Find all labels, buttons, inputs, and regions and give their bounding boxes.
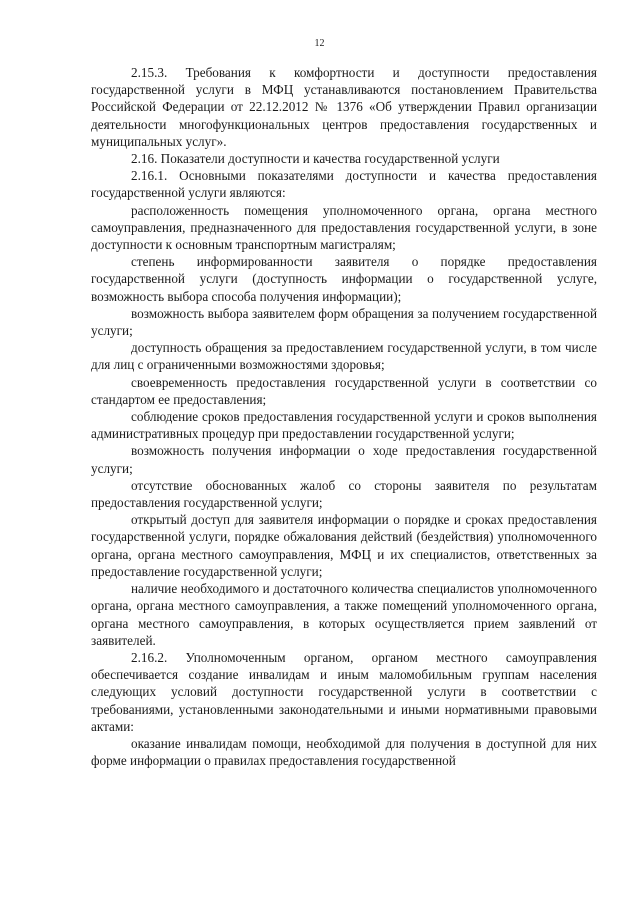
- list-item: соблюдение сроков предоставления государственной услуги и сроков выполнения административных процедур при предоставлении государственной услуги;: [91, 409, 597, 442]
- page-number: 12: [314, 38, 325, 49]
- document-body: [91, 64, 597, 769]
- list-item: оказание инвалидам помощи, необходимой для получения в доступной для них форме информации о правилах предоставления государственной: [91, 735, 597, 769]
- paragraph-2-16-1: 2.16.1. Основными показателями доступности и качества предоставления государственной услуги являются:: [91, 168, 597, 201]
- list-item: степень информированности заявителя о порядке предоставления государственной услуги (доступность информации о государственной услуге, возможность выбора способа получения информации);: [91, 254, 597, 304]
- paragraph-2-15-3: 2.15.3. Требования к комфортности и доступности предоставления государственной услуги в МФЦ устанавливаются постановлением Правительства Российской Федерации от 22.12.2012 № 1376 «Об утверждении Правил организации деятельности многофункциональных центров предоставления государственных и муниципальных услуг».: [91, 65, 597, 149]
- paragraph-2-16-2: 2.16.2. Уполномоченным органом, органом местного самоуправления обеспечивается создание инвалидам и иным маломобильным группам населения следующих условий доступности государственной услуги в соответствии с требованиями, установленными законодательными и иными нормативными правовыми актами:: [91, 649, 597, 734]
- list-item: наличие необходимого и достаточного количества специалистов уполномоченного органа, органа местного самоуправления, а также помещений уполномоченного органа, органа местного самоуправления, в которых осуществляется прием заявлений от заявителей.: [91, 581, 597, 648]
- section-heading-2-16: 2.16. Показатели доступности и качества государственной услуги: [131, 151, 500, 167]
- list-item: отсутствие обоснованных жалоб со стороны заявителя по результатам предоставления государственной услуги;: [91, 477, 597, 511]
- list-item: доступность обращения за предоставлением государственной услуги, в том числе для лиц с ограниченными возможностями здоровья;: [91, 340, 597, 373]
- list-item: открытый доступ для заявителя информации о порядке и сроках предоставления государственной услуги, порядке обжалования действий (бездействия) уполномоченного органа, органа местного самоуправления, МФЦ и их специалистов, ответственных за предоставление государственной услуги;: [91, 512, 597, 579]
- list-item: возможность выбора заявителем форм обращения за получением государственной услуги;: [91, 305, 597, 339]
- list-item: расположенность помещения уполномоченного органа, органа местного самоуправления, предназначенного для предоставления государственной услуги, в зоне доступности к основным транспортным магистралям;: [91, 202, 597, 253]
- list-item: своевременность предоставления государственной услуги в соответствии со стандартом ее предоставления;: [91, 374, 597, 407]
- list-item: возможность получения информации о ходе предоставления государственной услуги;: [91, 443, 597, 476]
